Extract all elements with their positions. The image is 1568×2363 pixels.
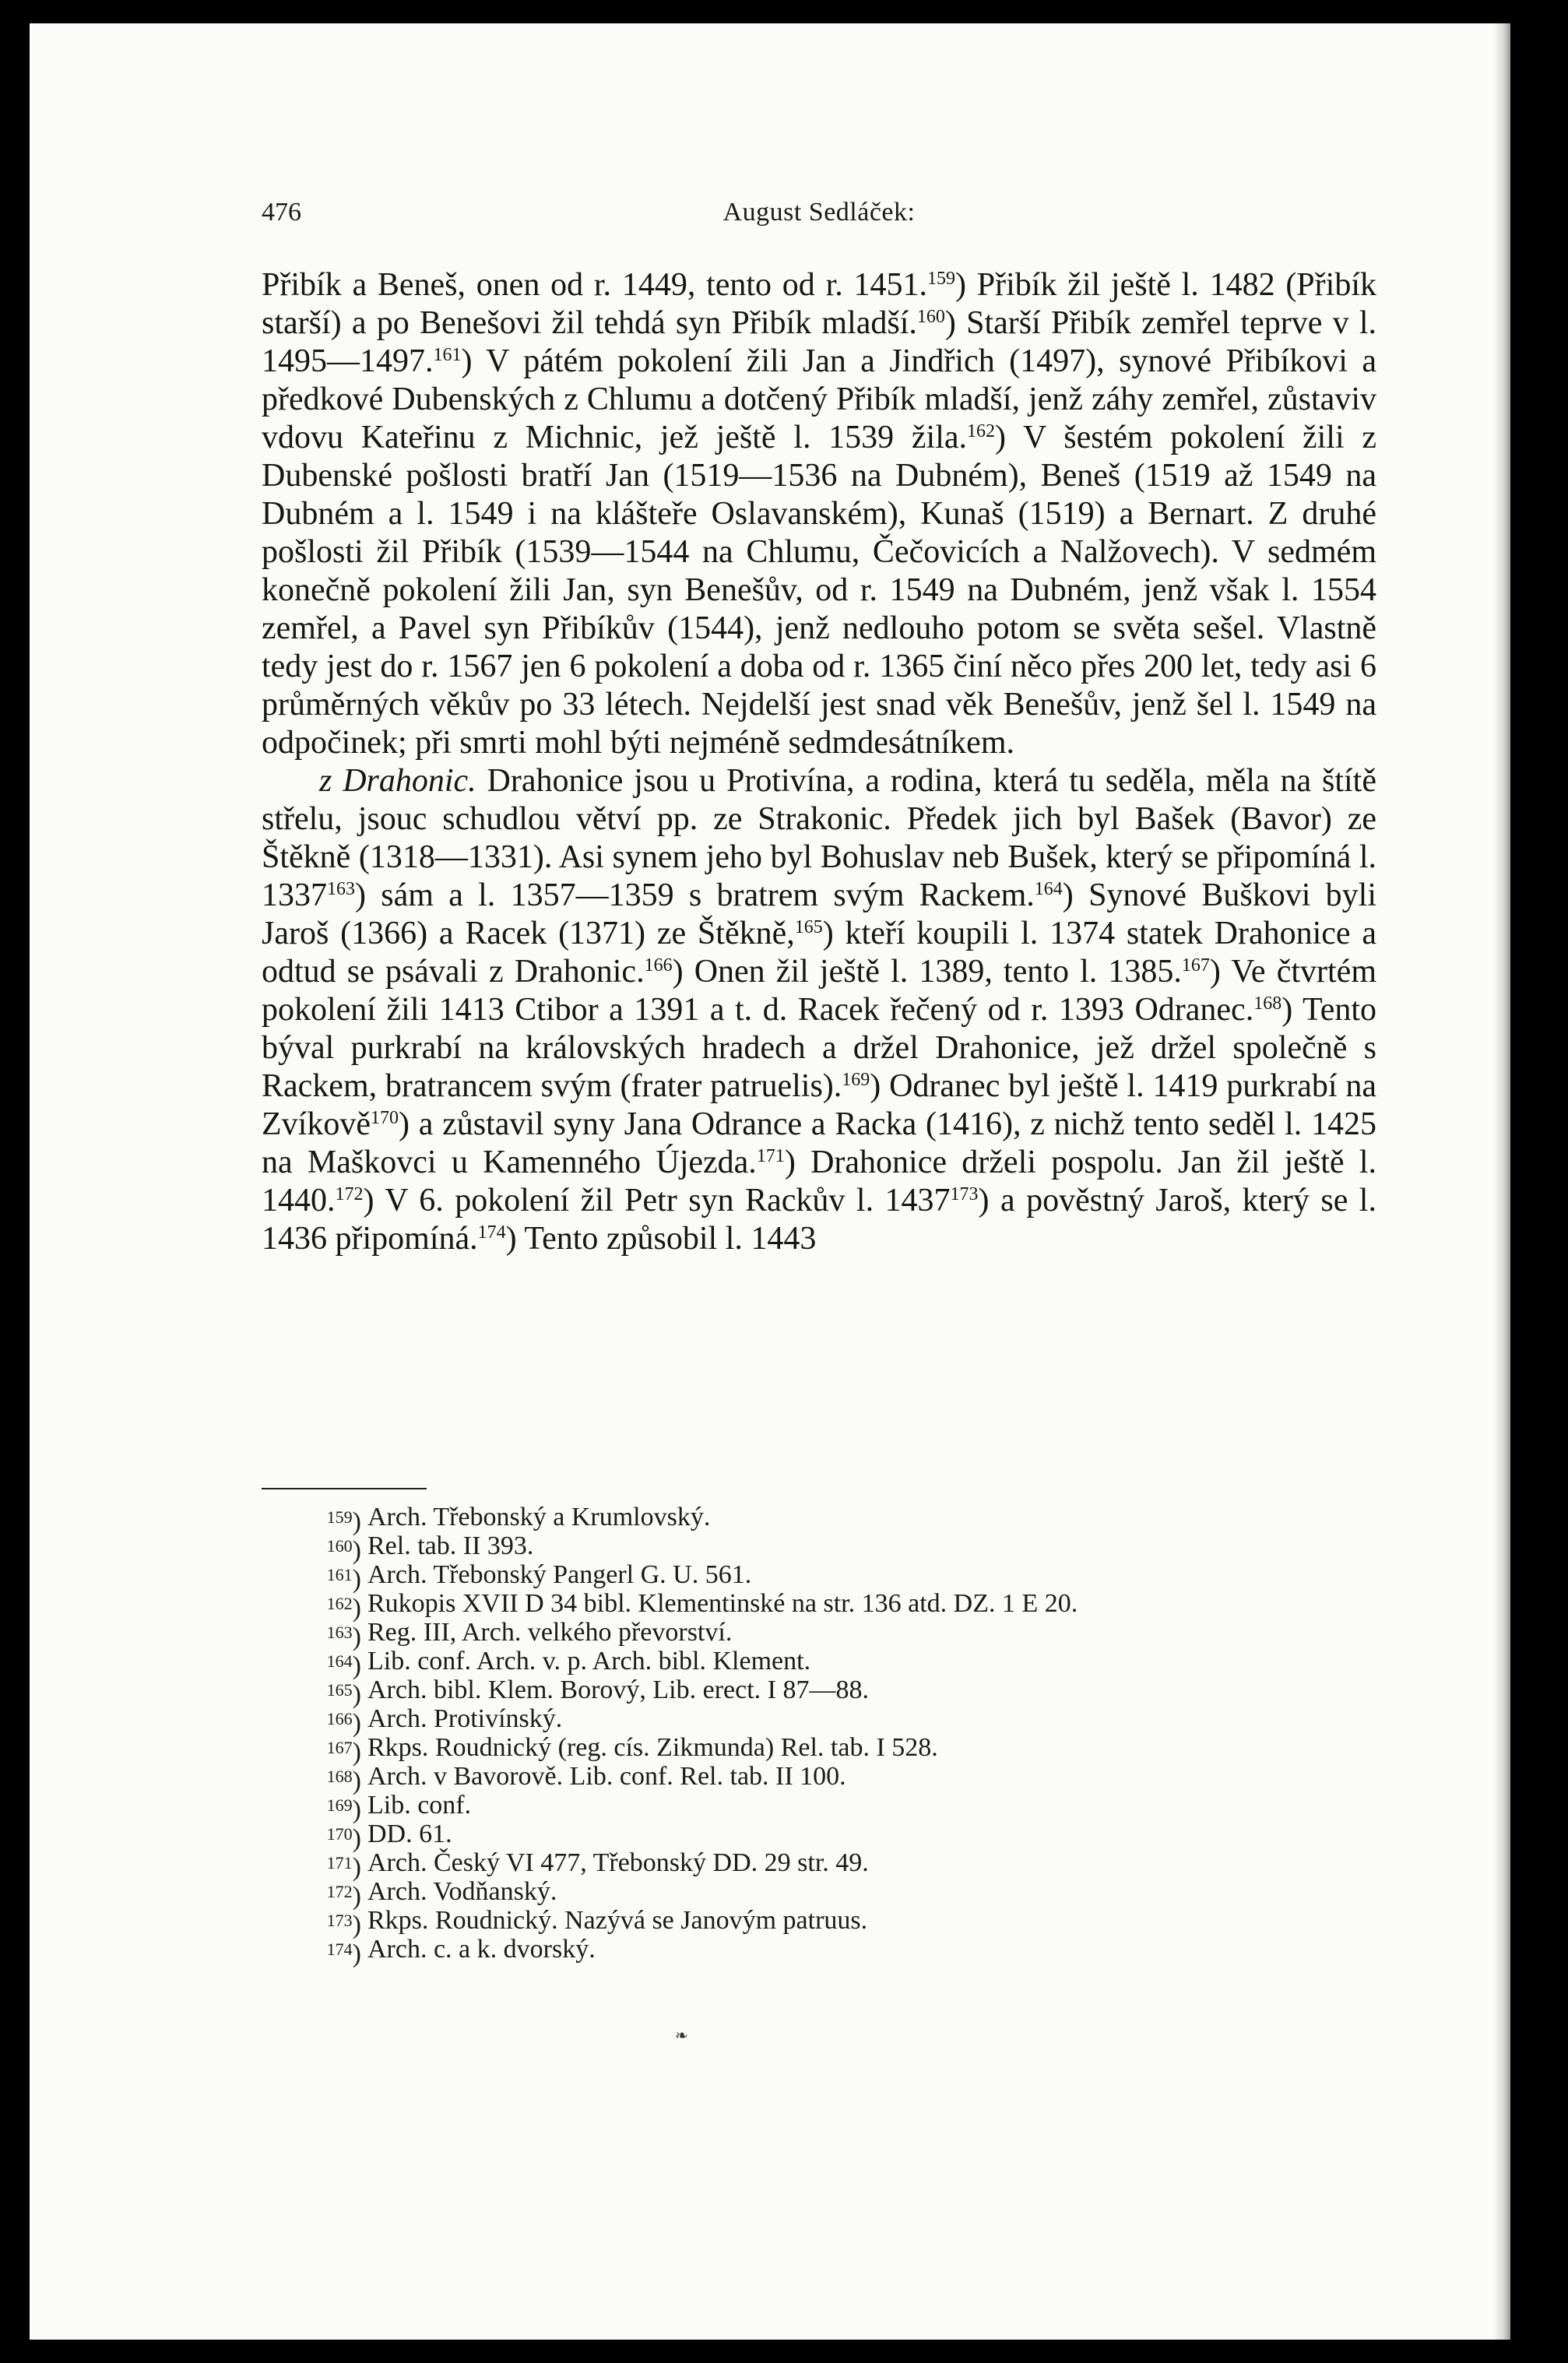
page-edge-shadow	[1493, 23, 1510, 2340]
footnote-number: $^{169}$)	[326, 1795, 361, 1824]
page-header	[262, 192, 1376, 238]
footnote-reference: 168	[1253, 993, 1282, 1014]
footnote-item	[262, 1704, 1376, 1738]
footnote-number: $^{160}$)	[326, 1536, 361, 1565]
paragraph-dubensky	[262, 266, 1376, 762]
footnote-item	[262, 1560, 1376, 1594]
footnote-number: $^{171}$)	[326, 1853, 361, 1882]
footnote-item	[262, 1791, 1376, 1824]
footnote-number: $^{173}$)	[326, 1911, 361, 1939]
paragraph-text-run: ) V šestém pokolení žili z Dubenské pošlosti bratří Jan (1519—1536 na Dubném), Beneš (1519 až 1549 na Dubném a l. 1549 i na klášteře Oslavanském), Kunaš (1519) a Bernart. Z druhé pošlosti žil Přibík (1539—1544 na Chlumu, Čečovicích a Nalžovech). V sedmém konečně pokolení žili Jan, syn Benešův, od r. 1549 na Dubném, jenž však l. 1554 zemřel, a Pavel syn Přibíkův (1544), jenž nedlouho potom se světa sešel. Vlastně tedy jest do r. 1567 jen 6 pokolení a doba od r. 1365 činí něco přes 200 let, tedy asi 6 průměrných věkův po 33 létech. Nejdelší jest snad věk Benešův, jenž šel l. 1549 na odpočinek; při smrti mohl býti nejméně sedmdesátníkem.	[262, 420, 1376, 761]
footnote-reference: 161	[433, 345, 462, 365]
footnote-reference: 171	[756, 1146, 785, 1166]
footnote-number-digits: 165	[326, 1680, 353, 1700]
footnote-text: Rkps. Roudnický (reg. cís. Zikmunda) Rel. tab. I 528.	[367, 1733, 938, 1762]
footnote-reference: 159	[927, 269, 955, 289]
footnote-text: Arch. Vodňanský.	[367, 1877, 557, 1906]
footnote-reference: 172	[335, 1184, 364, 1204]
footnote-reference: 162	[967, 421, 996, 441]
footnote-text: Reg. III, Arch. velkého převorství.	[367, 1618, 733, 1647]
footnote-number-digits: 169	[326, 1795, 353, 1815]
footnote-text: Arch. Český VI 477, Třebonský DD. 29 str. 49.	[367, 1848, 869, 1877]
footnote-number-digits: 171	[326, 1853, 353, 1872]
footnote-item	[262, 1906, 1376, 1939]
footnote-text: Arch. v Bavorově. Lib. conf. Rel. tab. II 100.	[367, 1762, 846, 1791]
running-title: August Sedláček:	[722, 198, 916, 227]
footnote-item	[262, 1503, 1376, 1536]
paragraph-text-run: ) Onen žil ještě l. 1389, tento l. 1385.	[672, 954, 1182, 990]
paragraph-text-run: ) Odranec byl ještě l. 1419 purkrabí na Zvíkově	[262, 1068, 1376, 1142]
main-text	[262, 266, 1376, 1258]
footnote-item	[262, 1618, 1376, 1651]
footnote-number-digits: 172	[326, 1882, 353, 1901]
footnote-text: Rel. tab. II 393.	[367, 1531, 534, 1560]
footnote-reference: 170	[370, 1108, 399, 1128]
footnote-reference: 173	[950, 1184, 979, 1204]
footnote-number-digits: 163	[326, 1623, 353, 1642]
footnote-number-digits: 174	[326, 1939, 353, 1959]
footnote-reference: 166	[644, 955, 673, 976]
paragraph-text-run: ) V 6. pokolení žil Petr syn Rackův l. 1437	[363, 1183, 951, 1218]
paragraph-text-run: ) Drahonice drželi pospolu. Jan žil ještě l. 1440.	[262, 1145, 1376, 1218]
paragraph-text-run: ) Ve čtvrtém pokolení žili 1413 Ctibor a 1391 a t. d. Racek řečený od r. 1393 Odranec.	[262, 954, 1376, 1028]
footnote-reference: 160	[916, 307, 945, 327]
footnote-item	[262, 1877, 1376, 1911]
paragraph-drahonic	[262, 762, 1376, 1258]
footnote-text: Arch. Třebonský Pangerl G. U. 561.	[367, 1560, 752, 1589]
footnote-text: Arch. c. a k. dvorský.	[367, 1935, 596, 1964]
footnote-item	[262, 1647, 1376, 1680]
footnote-number-digits: 164	[326, 1651, 353, 1671]
paragraph-text-run: ) a pověstný Jaroš, který se l. 1436 připomíná.	[262, 1183, 1376, 1257]
paragraph-text-run: ) Tento býval purkrabí na královských hradech a držel Drahonice, jež držel společně s Rackem, bratrancem svým (frater patruelis).	[262, 992, 1377, 1104]
page-number: 476	[262, 198, 301, 227]
paragraph-text-run: Drahonice jsou u Protivína, a rodina, která tu seděla, měla na štítě střelu, jsouc schudlou větví pp. ze Strakonic. Předek jich byl Bašek (Bavor) ze Štěkně (1318—1331). Asi synem jeho byl Bohuslav neb Bušek, který se připomíná l. 1337	[262, 763, 1376, 913]
paragraph-text-run: ) V pátém pokolení žili Jan a Jindřich (1497), synové Přibíkovi a předkové Dubenských z Chlumu a dotčený Přibík mladší, jenž záhy zemřel, zůstaviv vdovu Kateřinu z Michnic, jež ještě l. 1539 žila.	[262, 343, 1376, 455]
footnote-text: Arch. Protivínský.	[367, 1704, 563, 1733]
footnote-item	[262, 1676, 1376, 1709]
footnote-number-digits: 160	[326, 1536, 353, 1556]
footnote-number-digits: 173	[326, 1911, 353, 1930]
footnote-item	[262, 1762, 1376, 1795]
footnote-number: $^{165}$)	[326, 1680, 361, 1709]
footnote-number: $^{166}$)	[326, 1709, 361, 1738]
footnote-text: Lib. conf.	[367, 1791, 472, 1820]
footnote-number: $^{162}$)	[326, 1594, 361, 1623]
printer-mark-icon: ❧	[675, 2026, 688, 2045]
footnote-reference: 169	[842, 1070, 870, 1090]
footnote-number: $^{163}$)	[326, 1623, 361, 1651]
footnote-number-digits: 162	[326, 1594, 353, 1613]
footnote-item	[262, 1820, 1376, 1853]
footnote-text: Lib. conf. Arch. v. p. Arch. bibl. Klement.	[367, 1647, 811, 1676]
paragraph-text-run: ) Starší Přibík zemřel teprve v l. 1495—1497.	[262, 305, 1376, 379]
footnote-number: $^{159}$)	[326, 1507, 361, 1536]
footnote-item	[262, 1848, 1376, 1882]
paragraph-text-run: ) Tento způsobil l. 1443	[505, 1221, 817, 1257]
footnote-text: Arch. bibl. Klem. Borový, Lib. erect. I 87—88.	[367, 1676, 869, 1704]
footnote-number-digits: 166	[326, 1709, 353, 1728]
footnotes-list	[262, 1503, 1376, 1968]
footnote-reference: 165	[794, 917, 823, 937]
footnote-separator	[262, 1488, 427, 1489]
footnote-number-digits: 159	[326, 1507, 353, 1527]
footnote-number: $^{172}$)	[326, 1882, 361, 1911]
paragraph-text-run: ) sám a l. 1357—1359 s bratrem svým Rackem.	[355, 877, 1035, 913]
paragraph-text-run: ) Přibík žil ještě l. 1482 (Přibík starší) a po Benešovi žil tehdá syn Přibík mladší.	[262, 267, 1376, 341]
footnote-text: Arch. Třebonský a Krumlovský.	[367, 1503, 711, 1531]
footnote-number-digits: 170	[326, 1824, 353, 1844]
footnote-item	[262, 1531, 1376, 1565]
footnote-item	[262, 1733, 1376, 1767]
footnote-number: $^{164}$)	[326, 1651, 361, 1680]
footnote-number: $^{168}$)	[326, 1767, 361, 1795]
footnote-number: $^{174}$)	[326, 1939, 361, 1968]
footnote-text: Rukopis XVII D 34 bibl. Klementinské na str. 136 atd. DZ. 1 E 20.	[367, 1589, 1078, 1618]
paragraph-text-run: Přibík a Beneš, onen od r. 1449, tento od r. 1451.	[262, 267, 927, 303]
footnote-item	[262, 1589, 1376, 1623]
footnote-reference: 174	[477, 1222, 506, 1243]
footnote-text: Rkps. Roudnický. Nazývá se Janovým patruus.	[367, 1906, 868, 1935]
paragraph-text-run: ) Synové Buškovi byli Jaroš (1366) a Racek (1371) ze Štěkně,	[262, 877, 1377, 951]
paragraph-text-run: ) kteří koupili l. 1374 statek Drahonice a odtud se psávali z Drahonic.	[262, 916, 1376, 990]
paragraph-text-run: ) a zůstavil syny Jana Odrance a Racka (1416), z nichž tento seděl l. 1425 na Maškovci u Kamenného Újezda.	[262, 1106, 1376, 1180]
footnote-number-digits: 161	[326, 1565, 353, 1584]
footnote-item	[262, 1935, 1376, 1968]
footnote-text: DD. 61.	[367, 1820, 452, 1848]
footnote-reference: 163	[327, 879, 355, 899]
footnote-number: $^{161}$)	[326, 1565, 361, 1594]
footnote-number: $^{167}$)	[326, 1738, 361, 1767]
footnote-number-digits: 167	[326, 1738, 353, 1757]
footnote-reference: 164	[1034, 879, 1063, 899]
footnote-reference: 167	[1181, 955, 1210, 976]
section-lead-in: z Drahonic.	[319, 763, 476, 799]
footnote-number-digits: 168	[326, 1767, 353, 1786]
footnote-number: $^{170}$)	[326, 1824, 361, 1853]
